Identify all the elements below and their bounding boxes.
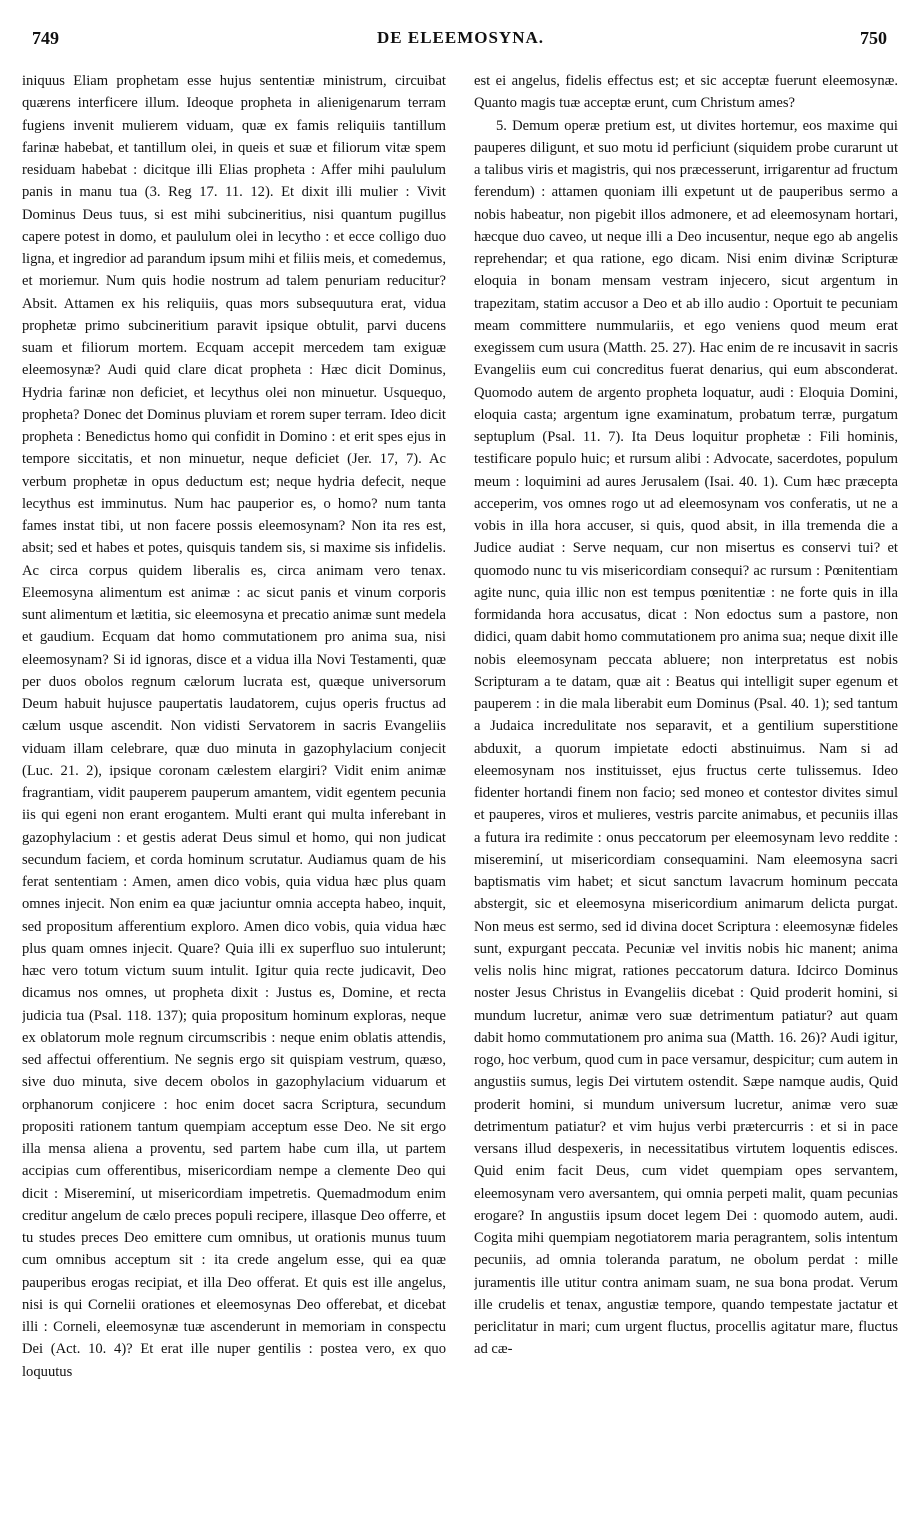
left-column-text: iniquus Eliam prophetam esse hujus sententiæ ministrum, circuibat quærens interficere illum. Ideoque propheta in alienigenarum terram fugiens invenit mulierem viduam, quæ ex famis reliquiis tantillum farinæ habebat, et tantillum olei, in queis et suæ et filiorum vitæ spem residuam habebat : dicitque illi Elias propheta : Affer mihi paululum panis in manu tua (3. Reg 17. 11. 12). Et dixit illi mulier : Vivit Dominus Deus tuus, si est mihi subcineritius, nisi quantum pugillus capere potest in domo, et paululum olei in lecytho : et ecce colligo duo ligna, et ingredior ad parandum ipsum mihi et filiis meis, et comedemus, et moriemur. Num quis hodie nostrum ad talem penuriam reducitur? Absit. Attamen ex his reliquiis, quas mors subsequutura erat, vidua prophetæ primo subcineritium paravit ipsique obtulit, parvi ducens suam et filiorum mortem. Ecquam accepit mercedem tam exiguæ eleemosynæ? Audi quid clare dicat propheta : Hæc dicit Dominus, Hydria farinæ non deficiet, et lecythus olei non minuetur. Usquequo, propheta? Donec det Dominus pluviam et rorem super terram. Ideo dicit propheta : Benedictus homo qui confidit in Domino : et erit spes ejus in tempore siccitatis, et non minuetur, neque deficiet (Jer. 17, 7). Ac verbum prophetæ in opus deductum est; neque hydria defecit, neque lecythus est imminutus. Num hac pauperior es, o homo? num tanta fames instat tibi, ut non facere possis eleemosynam? Non ita res est, absit; sed et habes et potes, quisquis tandem sis, si maxime sis infidelis. Ac circa corpus quidem liberalis es, circa animam vero tenax. Eleemosyna alimentum est animæ : ac sicut panis et vinum corporis sunt alimentum et lætitia, sic eleemosyna et precatio animæ sunt medela et gaudium. Ecquam dat homo commutationem pro anima sua, nisi eleemosynam? Si id ignoras, disce et a vidua illa Novi Testamenti, quæ per duos obolos regnum cælorum lucrata est, quæque universorum Deum habuit hujusce paupertatis laudatorem, cujus operis fructus ad cælum usque ascendit. Non vidisti Servatorem in sacris Evangeliis viduam illam celebrare, quæ duo minuta in gazophylacium conjecit (Luc. 21. 2), ipsique coronam cælestem elargiri? Vidit enim animæ fragrantiam, vidit pauperem pauperum amantem, vidit egentem pecunia iis qui egeni non erant erogantem. Multi erant qui multa inferebant in gazophylacium : et gestis aderat Deus simul et homo, qui non judicat secundum faciem, et corda hominum scrutatur. Audiamus quam de his ferat sententiam : Amen, amen dico vobis, quia vidua hæc plus quam omnes injecit. Non enim ea quæ jaciuntur omnia accepta habeo, inquit, sed propositum afferentium exploro. Amen dico vobis, quia vidua hæc plus quam omnes injecit. Quare? Quia illi ex superfluo suo intulerunt; hæc vero totum victum suum intulit. Igitur quia recte judicavit, Deo dicamus nos omnes, ut propheta dixit : Justus es, Domine, et recta judicia tua (Psal. 118. 137); quia propositum hominum exploras, neque ex oblatorum mole regnum circumscribis : neque enim oblatis attendis, sed affectui offerentium. Ne segnis ergo sit quispiam vestrum, quæso, sive duo minuta, sive decem obolos in gazophylacium viduarum et orphanorum conjicere : hoc enim docet sacra Scriptura, secundum propositi rationem tantum quempiam acceptum esse Deo. Ne sit ergo illa mensa aliena a proventu, sed partem habe cum illa, ut partem accipias cum offerentibus, misericordiam nempe a clemente Deo qui dicit : Misereminí, ut misericordiam impetretis. Quemadmodum enim creditur angelum de cælo preces populi recipere, illasque Deo offerre, et tu studes preces Deo emittere cum omnibus, ut orationis munus tuum cum omnibus acceptum sit : ita crede angelum esse, qui ea quæ pauperibus erogas recipiat, et illa Deo offerat. Et quis est ille angelus, nisi is qui Cornelii orationes et eleemosynas Deo offerebat, et dicebat illi : Corneli, eleemosynæ tuæ ascenderunt in memoriam in conspectu Dei (Act. 10. 4)? Et erat ille nuper gentilis : postea vero, ex quo loquutus	[22, 73, 446, 1380]
page-number-right: 750	[860, 28, 887, 48]
page-header	[22, 10, 899, 46]
paragraph-5: 5. Demum operæ pretium est, ut divites hortemur, eos maxime qui pauperes diligunt, et suo motu id perficiunt (siquidem probe curarunt ut a talibus viris et magistris, qui nos præcesserunt, irrigarentur ad fructum ferendum) : attamen quoniam illi expetunt ut de pauperibus sermo a nobis habeatur, non pigebit illos admonere, et ad eleemosynam hortari, hæcque duo caveo, ut neque illi a Deo incusentur, neque ego ab angelis reprehendar; et qua ratione, ego dicam. Nisi enim divinæ Scripturæ eloquia in bonam mensam vestram injecero, sicut argentum in trapezitam, statim accusor a Deo et ab illo audio : Oportuit te pecuniam meam committere nummulariis, et ego veniens quod meum erat exegissem cum usura (Matth. 25. 27). Hac enim de re incusavit in sacris Evangeliis eum cui concreditus fuerat denarius, qui eum absconderat. Quomodo autem de argento propheta loquatur, audi : Eloquia Domini, eloquia casta; argentum igne examinatum, probatum terræ, purgatum septuplum (Psal. 11. 7). Ita Deus loquitur prophetæ : Fili hominis, testificare populo huic; et rursum alibi : Advocate, sacerdotes, populum meum : loquimini ad aures Jerusalem (Isai. 40. 1). Cum hæc præcepta acceperim, vos omnes rogo ut ad eleemosynam vos conferatis, ut ne a vobis in illa hora accuser, si quis, quod absit, in illa tremenda die a Judice audiat : Serve nequam, cur non misertus es conservi tui? et quomodo nunc tu vis misericordiam consequi? ac rursum : Pœnitentiam agite nunc, quia illic non est tempus pœnitentiæ : ne forte quis in illa formidanda hora accusatus, dicat : Non edoctus sum a pastore, non didici, quam dabit homo commutationem pro anima sua; neque dixit ille nobis eleemosynam peccata abluere; non interpretatus est nobis Scripturam a te datam, quæ ait : Beatus qui intelligit super egenum et pauperem : in die mala liberabit eum Dominus (Psal. 40. 1); sed tantum a Judaica incredulitate nos separavit, et a gentilium superstitione abduxit, a quorum impietate edocti abstinuimus. Nam si ad eleemosynam nos instituisset, ejus fructus certe tulissemus. Ideo fidenter hortandi finem non facio; sed moneo et contestor divites simul et pauperes, viros et mulieres, vestris parcite animabus, et pecuniis illas a futura ira redimite : onus peccatorum per eleemosynam levo reddite : misereminí, ut misericordiam consequamini. Nam eleemosyna sacri baptismatis vim habet; et sicut sanctum lavacrum hominum peccata abstergit, sic et eleemosyna misericordium animarum delicta purgat. Non meus est sermo, sed id divina docet Scriptura : eleemosynæ fideles sunt, expurgant peccata. Pecuniæ vel invitis nobis hic manent; anima velis nolis hinc migrat, rationes peccatorum datura. Idcirco Dominus noster Jesus Christus in Evangeliis dicebat : Quid proderit homini, si mundum lucretur, animæ vero suæ detrimentum patiatur? aut quam dabit homo commutationem pro anima sua (Matth. 16. 26)? Audi igitur, rogo, hoc verbum, quod cum in pace versamur, despicitur; cum autem in angustiis sumus, legis Dei virtutem ostendit. Sæpe namque audis, Quid proderit homini, si mundum universum lucretur, animæ vero suæ detrimentum patiatur? et vim hujus verbi prætercurris : et si in pace versans illud despexeris, in necessitatibus virtutem loquentis edisces. Quid enim facit Deus, cum videt quempiam opes servantem, eleemosynam vero aversantem, qui omnia perpeti malit, quam pecunias erogare? In angustiis ipsum docet legem Dei : quomodo autem, audi. Cogita mihi quempiam negotiatorem maria peragrantem, solis intentum pecuniis, ad omnia toleranda paratum, ne obolum perdat : mille juramentis ille utitur contra animam suam, ne sua bona prodat. Verum ille crudelis et tenax, angustiæ tempore, quando tempestate jactatur et periclitatur in mari; cum urgent fluctus, procellis agitatur mare, fluctus ad cæ-	[474, 117, 898, 1358]
right-column	[474, 70, 898, 1530]
running-title: DE ELEEMOSYNA.	[376, 28, 545, 47]
right-column-intro: est ei angelus, fidelis effectus est; et sic acceptæ fuerunt eleemosynæ. Quanto magis tuæ acceptæ erunt, cum Christum ames?	[474, 73, 898, 112]
left-column	[22, 70, 446, 1530]
page-number-left: 749	[32, 28, 59, 48]
